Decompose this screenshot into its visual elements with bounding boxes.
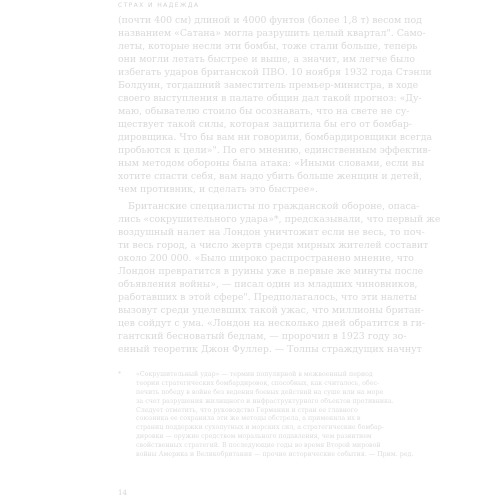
body-line: ти весь город, а число жертв среди мирных жителей составит [118, 240, 429, 251]
footnote-line [118, 415, 390, 424]
footnote-text: страниц поддержки сухопутных и морских сил, а стратегические бомбар- [136, 424, 384, 432]
footnote-text: «Сокрушительный удар» — термин популярной в межвоенный период [136, 371, 373, 378]
body-line: названием «Сатана» могла разрушить целый квартал". Само- [118, 28, 426, 39]
footnote-line [118, 442, 390, 451]
body-line: гантский бесноватый бедлам, — пророчил в 1923 году зо- [118, 331, 407, 342]
body-line: леты, которые несли эти бомбы, тоже стали больше, теперь [118, 41, 418, 52]
body-line: пробьются к цели»". По его мнению, единственным эффектив- [118, 145, 431, 156]
body-line: (почти 400 см) длиной и 4000 фунтов (более 1,8 т) весом под [118, 15, 422, 26]
body-line: маю, обывателю стоило бы осознавать, что на свете не су- [118, 106, 410, 117]
body-line: лись «сокрушительного удара»*, предсказывали, что первый же [118, 214, 441, 225]
body-line: ществует такой силы, которая защитила бы его от бомбар- [118, 119, 413, 130]
footnote-text: Следует отметить, что руководство Германии и стран ее главного [136, 406, 358, 414]
footnote-text: за счет разрушения жилищного и инфраструктурного объектов противника. [136, 397, 394, 405]
footnote-block [118, 371, 414, 460]
body-line: ным методом обороны была атака: «Иными словами, если вы [118, 158, 425, 169]
body-line: вызовут среди уцелевших такой ужас, что миллионы британ- [118, 305, 424, 316]
body-line: работавших в этой сфере". Предполагалось, что эти налеты [118, 292, 417, 303]
body-line: воздушный налет на Лондон уничтожит если не весь, то поч- [118, 227, 425, 238]
body-text [118, 14, 441, 356]
footnote-line [118, 407, 390, 416]
footnote-line [118, 451, 414, 460]
footnote-text: союзника ее сохранила эти же методы обстрела, а применила их в [136, 415, 361, 423]
footnote-text: печить победу в войне без ведения боевых действий на суше или на море [136, 388, 384, 396]
footnote-line [118, 424, 390, 433]
body-line: хотите спасти себя, вам надо убить больше женщин и детей, [118, 171, 422, 182]
body-line: Лондон превратится в руины уже в первые же минуты после [118, 266, 424, 277]
footnote-line [118, 397, 394, 407]
footnote-marker: * [118, 371, 122, 378]
body-line: Британские специалисты по гражданской обороне, опаса- [128, 201, 420, 212]
body-line: избегать ударов британской ПВО. 10 ноября 1932 года Стэнли [118, 67, 432, 78]
body-line: цев сойдут с ума. «Лондон на несколько дней обратится в ги- [118, 318, 426, 329]
body-line: около 200 000. «Было широко распространено мнение, что [118, 253, 414, 264]
footnote-text: свойственных стратегий. В последующие годы во время Второй мировой [136, 442, 381, 450]
body-line: они могли летать быстрее и выше, а значит, им легче было [118, 54, 415, 65]
footnote-text: дировки — оружие средством морального подавления, чем развитием [136, 433, 372, 441]
footnote-text: войны Америка и Великобритания — прочие исторические события. — Прим. ред. [136, 451, 414, 459]
footnote-line [118, 380, 390, 389]
footnote-line [118, 371, 390, 380]
footnote-line [118, 433, 390, 442]
body-line: Болдуин, тогдашний заместитель премьер-министра, в ходе [118, 80, 419, 91]
footnote-line [118, 389, 390, 398]
page-number: 14 [118, 489, 127, 497]
footnote-text: теории стратегических бомбардировок, способных, как считалось, обес- [136, 379, 380, 387]
body-line: енный теоретик Джон Фуллер. — Толпы страждущих начнут [118, 344, 422, 355]
body-line: чем противник, и сделать это быстрее». [118, 184, 318, 195]
running-head: СТРАХ И НАДЕЖДА [118, 2, 200, 9]
body-line: дировщика. Что бы вам ни говорили, бомбардировщики всегда [118, 132, 433, 143]
body-line: своего выступления в палате общин дал такой прогноз: «Ду- [118, 93, 422, 104]
body-line: объявления войны», — писал один из младших чиновников, [118, 279, 418, 290]
